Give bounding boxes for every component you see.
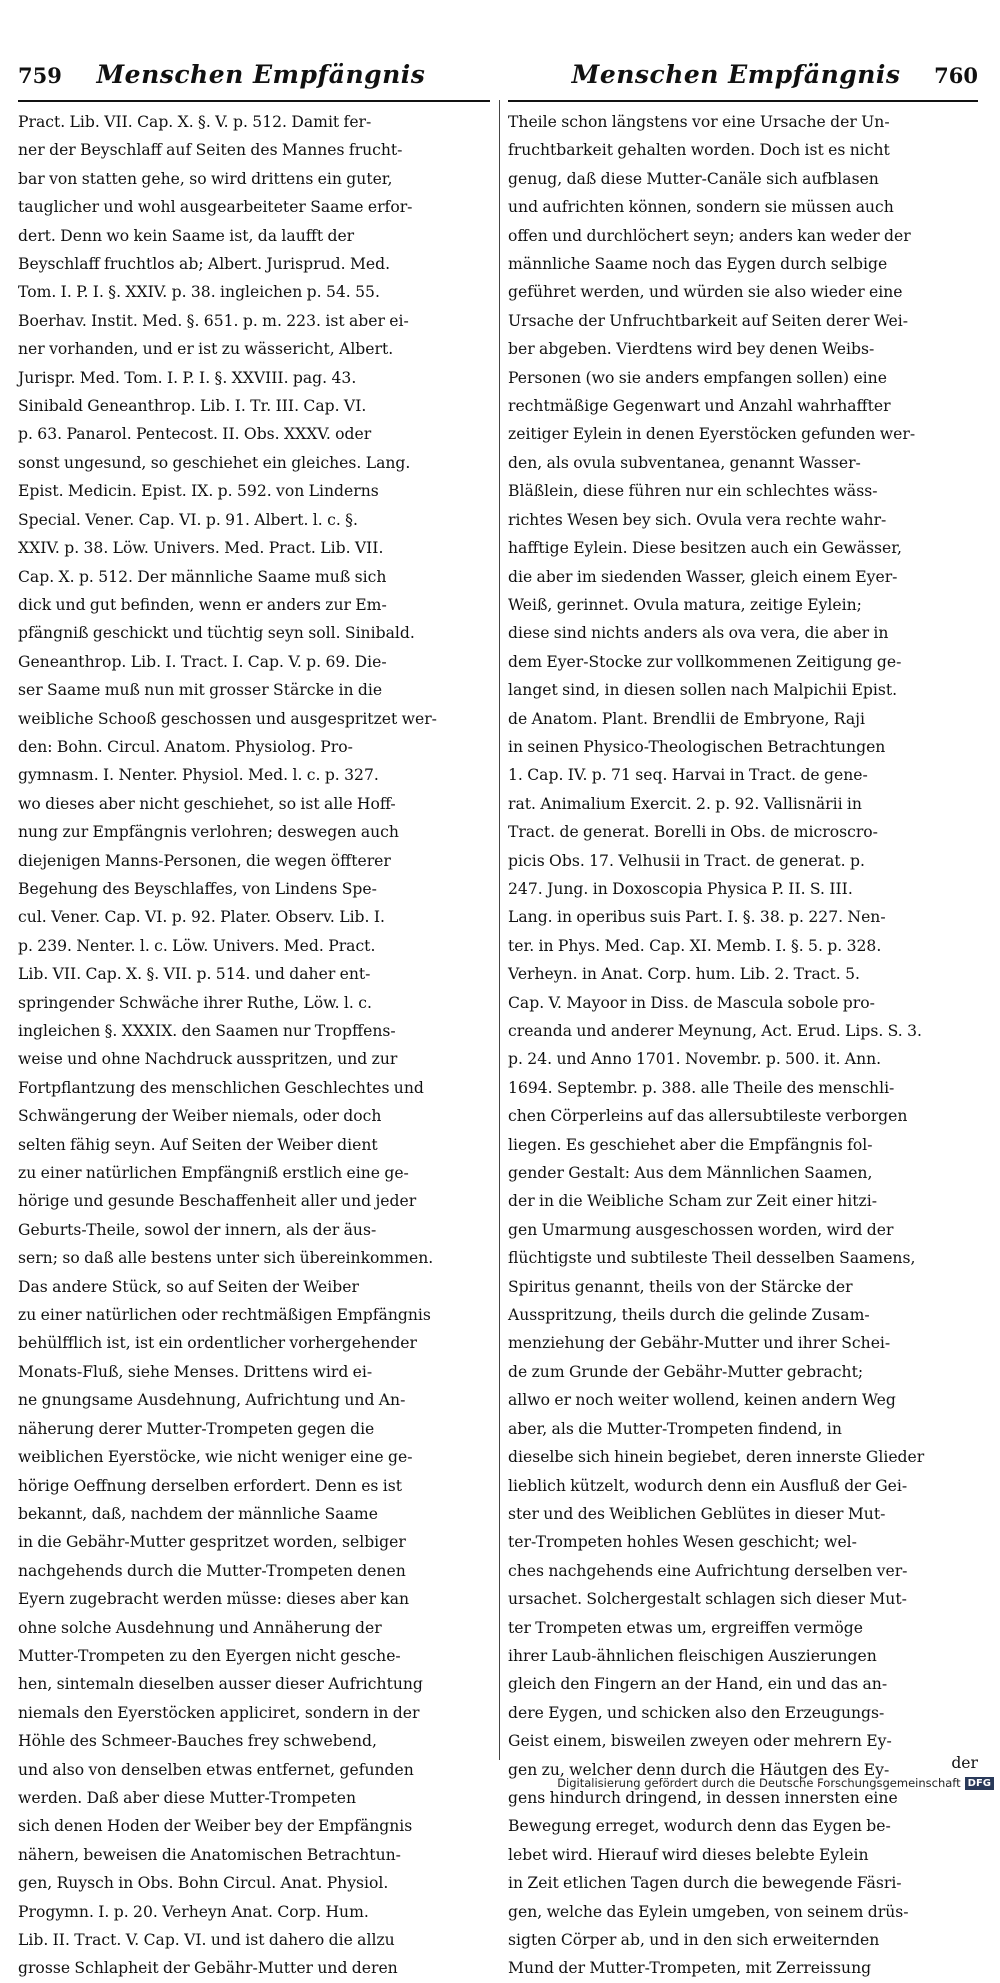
- text-line: dick und gut befinden, wenn er anders zur Em-: [18, 595, 387, 614]
- text-line: Cap. X. p. 512. Der männliche Saame muß sich: [18, 567, 387, 586]
- text-line: ter Trompeten etwas um, ergreiffen vermöge: [508, 1618, 864, 1637]
- left-page-number: 759: [18, 63, 62, 88]
- right-running-title: Menschen Empfängnis: [571, 60, 901, 89]
- text-line: Ursache der Unfruchtbarkeit auf Seiten derer Wei-: [508, 311, 909, 330]
- text-line: Lib. VII. Cap. X. §. VII. p. 514. und daher ent-: [18, 965, 371, 984]
- text-line: zu einer natürlichen Empfängniß erstlich eine ge-: [18, 1164, 409, 1183]
- text-line: dem Eyer-Stocke zur vollkommenen Zeitigung ge-: [508, 652, 902, 671]
- text-line: ser Saame muß nun mit grosser Stärcke in die: [18, 681, 383, 700]
- text-line: nung zur Empfängnis verlohren; deswegen auch: [18, 823, 399, 842]
- text-line: bekannt, daß, nachdem der männliche Saame: [18, 1504, 378, 1523]
- text-line: Geist einem, bisweilen zweyen oder mehrern Ey-: [508, 1732, 892, 1751]
- text-line: sonst ungesund, so geschiehet ein gleiches. Lang.: [18, 453, 411, 472]
- text-line: Geneanthrop. Lib. I. Tract. I. Cap. V. p. 69. Die-: [18, 652, 387, 671]
- text-line: Beyschlaff fruchtlos ab; Albert. Jurisprud. Med.: [18, 255, 391, 274]
- text-line: ohne solche Ausdehnung und Annäherung der: [18, 1618, 382, 1637]
- text-line: Lang. in operibus suis Part. I. §. 38. p. 227. Nen-: [508, 908, 886, 927]
- text-line: lieblich kützelt, wodurch denn ein Ausfluß der Gei-: [508, 1476, 908, 1495]
- text-line: gymnasm. I. Nenter. Physiol. Med. l. c. p. 327.: [18, 766, 379, 785]
- text-line: Geburts-Theile, sowol der innern, als der äus-: [18, 1220, 377, 1239]
- text-line: gen zu, welcher denn durch die Häutgen des Ey-: [508, 1760, 890, 1779]
- text-line: gens hindurch dringend, in dessen innersten eine: [508, 1788, 898, 1807]
- text-line: sich denen Hoden der Weiber bey der Empfängnis: [18, 1817, 413, 1836]
- text-line: Weiß, gerinnet. Ovula matura, zeitige Eylein;: [508, 595, 862, 614]
- text-line: werden. Daß aber diese Mutter-Trompeten: [18, 1788, 356, 1807]
- text-line: flüchtigste und subtileste Theil desselben Saamens,: [508, 1249, 916, 1268]
- text-line: dere Eygen, und schicken also den Erzeugungs-: [508, 1703, 885, 1722]
- text-line: zeitiger Eylein in denen Eyerstöcken gefunden wer-: [508, 425, 916, 444]
- text-line: ter. in Phys. Med. Cap. XI. Memb. I. §. 5. p. 328.: [508, 936, 882, 955]
- text-line: 1694. Septembr. p. 388. alle Theile des menschli-: [508, 1078, 895, 1097]
- text-line: männliche Saame noch das Eygen durch selbige: [508, 255, 888, 274]
- left-running-head: [18, 60, 490, 102]
- text-line: sigten Cörper ab, und in den sich erweiternden: [508, 1931, 880, 1949]
- text-line: Schwängerung der Weiber niemals, oder doch: [18, 1107, 382, 1126]
- text-line: chen Cörperleins auf das allersubtileste verborgen: [508, 1107, 908, 1126]
- text-line: ingleichen §. XXXIX. den Saamen nur Tropffens-: [18, 1022, 396, 1040]
- text-line: Das andere Stück, so auf Seiten der Weiber: [18, 1277, 359, 1296]
- text-line: XXIV. p. 38. Löw. Univers. Med. Pract. Lib. VII.: [18, 539, 384, 558]
- text-line: diejenigen Manns-Personen, die wegen öffterer: [18, 851, 391, 870]
- text-line: cul. Vener. Cap. VI. p. 92. Plater. Observ. Lib. I.: [18, 908, 385, 927]
- text-line: p. 63. Panarol. Pentecost. II. Obs. XXXV. oder: [18, 425, 372, 444]
- text-line: ches nachgehends eine Aufrichtung derselben ver-: [508, 1561, 908, 1580]
- text-line: Bewegung erreget, wodurch denn das Eygen be-: [508, 1817, 891, 1836]
- text-line: nachgehends durch die Mutter-Trompeten denen: [18, 1561, 406, 1580]
- text-line: Mutter-Trompeten zu den Eyergen nicht gesche-: [18, 1646, 401, 1665]
- text-line: ursachet. Solchergestalt schlagen sich dieser Mut-: [508, 1590, 907, 1609]
- text-line: Tom. I. P. I. §. XXIV. p. 38. ingleichen p. 54. 55.: [18, 283, 380, 302]
- text-line: gen, Ruysch in Obs. Bohn Circul. Anat. Physiol.: [18, 1874, 389, 1893]
- text-line: gender Gestalt: Aus dem Männlichen Saamen,: [508, 1164, 873, 1183]
- text-line: pfängniß geschickt und tüchtig seyn soll. Sinibald.: [18, 624, 415, 643]
- text-line: bar von statten gehe, so wird drittens ein guter,: [18, 169, 393, 188]
- text-line: grosse Schlapheit der Gebähr-Mutter und deren: [18, 1959, 398, 1978]
- text-line: Lib. II. Tract. V. Cap. VI. und ist dahero die allzu: [18, 1931, 395, 1949]
- text-line: p. 24. und Anno 1701. Novembr. p. 500. it. Ann.: [508, 1050, 882, 1069]
- text-line: in seinen Physico-Theologischen Betrachtungen: [508, 737, 886, 756]
- dfg-logo: DFG: [965, 1777, 994, 1790]
- text-line: Ausspritzung, theils durch die gelinde Zusam-: [508, 1306, 870, 1325]
- text-line: offen und durchlöchert seyn; anders kan weder der: [508, 226, 911, 245]
- text-line: ber abgeben. Vierdtens wird bey denen Weibs-: [508, 340, 875, 359]
- text-line: Verheyn. in Anat. Corp. hum. Lib. 2. Tract. 5.: [508, 965, 860, 984]
- text-line: ter-Trompeten hohles Wesen geschicht; wel-: [508, 1533, 857, 1552]
- text-line: den: Bohn. Circul. Anatom. Physiolog. Pro-: [18, 737, 353, 756]
- text-line: in die Gebähr-Mutter gespritzet worden, selbiger: [18, 1533, 406, 1552]
- footer-credit: Digitalisierung gefördert durch die Deutsche Forschungsgemeinschaft: [557, 1776, 961, 1790]
- text-line: Fortpflantzung des menschlichen Geschlechtes und: [18, 1078, 424, 1097]
- text-line: aber, als die Mutter-Trompeten findend, in: [508, 1419, 842, 1438]
- text-line: sern; so daß alle bestens unter sich übereinkommen.: [18, 1249, 434, 1268]
- digitization-footer: [557, 1776, 994, 1790]
- text-line: und also von denselben etwas entfernet, gefunden: [18, 1760, 414, 1779]
- text-line: dert. Denn wo kein Saame ist, da laufft der: [18, 226, 355, 245]
- text-line: Bläßlein, diese führen nur ein schlechtes wäss-: [508, 482, 878, 501]
- text-line: behülfflich ist, ist ein ordentlicher vorhergehender: [18, 1334, 417, 1353]
- text-line: niemals den Eyerstöcken appliciret, sondern in der: [18, 1703, 420, 1722]
- text-line: lebet wird. Hierauf wird dieses belebte Eylein: [508, 1845, 869, 1864]
- text-line: wo dieses aber nicht geschiehet, so ist alle Hoff-: [18, 794, 396, 813]
- text-line: gleich den Fingern an der Hand, ein und das an-: [508, 1675, 888, 1694]
- text-line: Jurispr. Med. Tom. I. P. I. §. XXVIII. pag. 43.: [18, 368, 357, 387]
- text-line: gen, welche das Eylein umgeben, von seinem drüs-: [508, 1902, 909, 1921]
- text-line: ner der Beyschlaff auf Seiten des Mannes frucht-: [18, 141, 403, 160]
- text-line: weiblichen Eyerstöcke, wie nicht weniger eine ge-: [18, 1448, 413, 1467]
- text-line: der in die Weibliche Scham zur Zeit einer hitzi-: [508, 1192, 877, 1211]
- text-line: den, als ovula subventanea, genannt Wasser-: [508, 453, 861, 472]
- text-line: Sinibald Geneanthrop. Lib. I. Tr. III. Cap. VI.: [18, 397, 367, 416]
- text-line: Boerhav. Instit. Med. §. 651. p. m. 223. ist aber ei-: [18, 311, 409, 330]
- text-line: Pract. Lib. VII. Cap. X. §. V. p. 512. Damit fer-: [18, 113, 372, 131]
- catchword: der: [951, 1754, 978, 1772]
- text-line: Theile schon längstens vor eine Ursache der Un-: [508, 113, 890, 131]
- text-line: liegen. Es geschiehet aber die Empfängnis fol-: [508, 1135, 873, 1154]
- text-line: weibliche Schooß geschossen und ausgespritzet wer-: [18, 709, 437, 728]
- right-page-number: 760: [934, 63, 978, 88]
- text-line: creanda und anderer Meynung, Act. Erud. Lips. S. 3.: [508, 1022, 923, 1040]
- text-line: rat. Animalium Exercit. 2. p. 92. Vallisnärii in: [508, 794, 862, 813]
- text-line: die aber im siedenden Wasser, gleich einem Eyer-: [508, 567, 898, 586]
- text-line: menziehung der Gebähr-Mutter und ihrer Schei-: [508, 1334, 891, 1353]
- left-body-text: [18, 108, 490, 1978]
- text-line: gen Umarmung ausgeschossen worden, wird der: [508, 1220, 894, 1239]
- left-running-title: Menschen Empfängnis: [96, 60, 426, 89]
- text-line: Epist. Medicin. Epist. IX. p. 592. von Linderns: [18, 482, 379, 501]
- text-line: diese sind nichts anders als ova vera, die aber in: [508, 624, 889, 643]
- text-line: Cap. V. Mayoor in Diss. de Mascula sobole pro-: [508, 993, 875, 1012]
- text-line: de Anatom. Plant. Brendlii de Embryone, Raji: [508, 709, 865, 728]
- text-line: Personen (wo sie anders empfangen sollen) eine: [508, 368, 887, 387]
- text-line: hörige und gesunde Beschaffenheit aller und jeder: [18, 1192, 417, 1211]
- text-line: fruchtbarkeit gehalten worden. Doch ist es nicht: [508, 141, 890, 160]
- text-line: genug, daß diese Mutter-Canäle sich aufblasen: [508, 169, 879, 188]
- text-line: ster und des Weiblichen Geblütes in dieser Mut-: [508, 1504, 886, 1523]
- text-line: zu einer natürlichen oder rechtmäßigen Empfängnis: [18, 1306, 431, 1325]
- right-running-head: [508, 60, 978, 102]
- text-line: richtes Wesen bey sich. Ovula vera rechte wahr-: [508, 510, 887, 529]
- text-line: weise und ohne Nachdruck ausspritzen, und zur: [18, 1050, 398, 1069]
- text-line: Special. Vener. Cap. VI. p. 91. Albert. l. c. §.: [18, 510, 358, 529]
- text-line: und aufrichten können, sondern sie müssen auch: [508, 198, 894, 217]
- text-line: picis Obs. 17. Velhusii in Tract. de generat. p.: [508, 851, 865, 870]
- text-line: dieselbe sich hinein begiebet, deren innerste Glieder: [508, 1448, 925, 1467]
- text-line: tauglicher und wohl ausgearbeiteter Saame erfor-: [18, 198, 413, 217]
- text-line: Progymn. I. p. 20. Verheyn Anat. Corp. Hum.: [18, 1902, 369, 1921]
- text-line: Spiritus genannt, theils von der Stärcke der: [508, 1277, 853, 1296]
- text-line: Eyern zugebracht werden müsse: dieses aber kan: [18, 1590, 410, 1609]
- text-line: de zum Grunde der Gebähr-Mutter gebracht;: [508, 1362, 864, 1381]
- text-line: hen, sintemaln dieselben ausser dieser Aufrichtung: [18, 1675, 423, 1694]
- text-line: ner vorhanden, und er ist zu wässericht, Albert.: [18, 340, 394, 359]
- text-line: langet sind, in diesen sollen nach Malpichii Epist.: [508, 681, 898, 700]
- column-divider: [499, 100, 500, 1760]
- text-line: rechtmäßige Gegenwart und Anzahl wahrhaffter: [508, 397, 891, 416]
- text-line: Tract. de generat. Borelli in Obs. de microscro-: [508, 823, 878, 842]
- text-line: näherung derer Mutter-Trompeten gegen die: [18, 1419, 375, 1438]
- text-line: selten fähig seyn. Auf Seiten der Weiber dient: [18, 1135, 378, 1154]
- text-line: Begehung des Beyschlaffes, von Lindens Spe-: [18, 879, 377, 898]
- text-line: hörige Oeffnung derselben erfordert. Denn es ist: [18, 1476, 403, 1495]
- text-line: ne gnungsame Ausdehnung, Aufrichtung und An-: [18, 1391, 406, 1410]
- text-line: hafftige Eylein. Diese besitzen auch ein Gewässer,: [508, 539, 902, 558]
- text-line: 247. Jung. in Doxoscopia Physica P. II. S. III.: [508, 879, 853, 898]
- text-line: Monats-Fluß, siehe Menses. Drittens wird ei-: [18, 1362, 373, 1381]
- text-line: p. 239. Nenter. l. c. Löw. Univers. Med. Pract.: [18, 936, 376, 955]
- text-line: in Zeit etlichen Tagen durch die bewegende Fäsri-: [508, 1874, 902, 1893]
- left-column: [18, 60, 490, 1978]
- text-line: Mund der Mutter-Trompeten, mit Zerreissung: [508, 1959, 872, 1978]
- text-line: nähern, beweisen die Anatomischen Betrachtun-: [18, 1845, 401, 1864]
- text-line: Höhle des Schmeer-Bauches frey schwebend,: [18, 1732, 377, 1751]
- text-line: allwo er noch weiter wollend, keinen andern Weg: [508, 1391, 896, 1410]
- text-line: 1. Cap. IV. p. 71 seq. Harvai in Tract. de gene-: [508, 766, 868, 785]
- text-line: springender Schwäche ihrer Ruthe, Löw. l. c.: [18, 993, 372, 1012]
- text-line: ihrer Laub-ähnlichen fleischigen Auszierungen: [508, 1646, 877, 1665]
- text-line: geführet werden, und würden sie also wieder eine: [508, 283, 903, 302]
